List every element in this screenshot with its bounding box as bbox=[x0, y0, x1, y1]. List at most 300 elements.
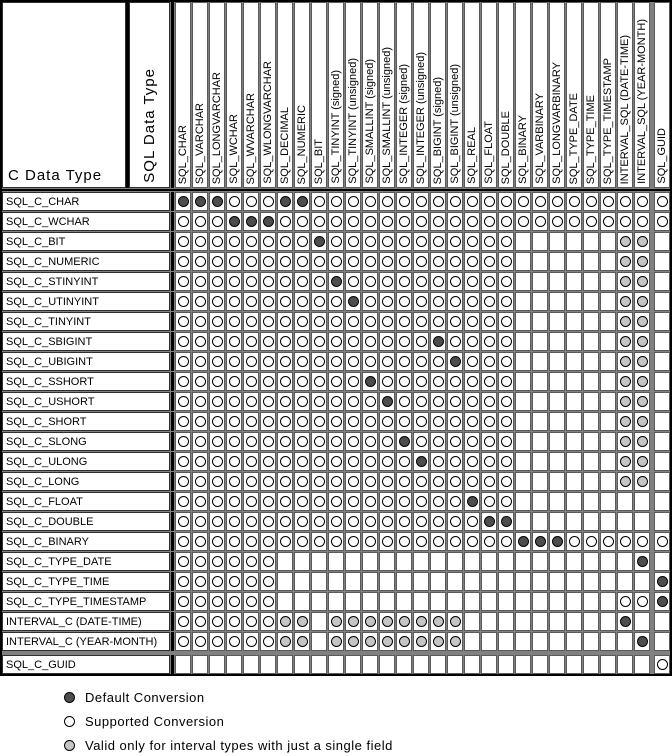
supported-conversion-dot bbox=[229, 296, 240, 307]
matrix-cell bbox=[209, 472, 225, 491]
matrix-cell bbox=[396, 312, 412, 331]
matrix-cell bbox=[481, 655, 497, 674]
matrix-cell bbox=[549, 532, 565, 551]
supported-conversion-dot bbox=[450, 216, 461, 227]
matrix-cell bbox=[311, 392, 327, 411]
supported-conversion-dot bbox=[263, 276, 274, 287]
matrix-cell bbox=[396, 232, 412, 251]
supported-conversion-dot bbox=[195, 276, 206, 287]
matrix-cell bbox=[328, 392, 344, 411]
matrix-cell bbox=[379, 432, 395, 451]
matrix-cell bbox=[226, 492, 242, 511]
matrix-cell bbox=[464, 352, 480, 371]
matrix-cell bbox=[243, 352, 259, 371]
column-header-label: SQL_TINYINT (unsigned) bbox=[346, 58, 359, 184]
matrix-cell bbox=[430, 452, 446, 471]
supported-conversion-dot bbox=[467, 256, 478, 267]
matrix-cell bbox=[243, 212, 259, 231]
matrix-cell bbox=[634, 492, 650, 511]
supported-conversion-dot bbox=[263, 556, 274, 567]
default-conversion-dot bbox=[382, 396, 393, 407]
matrix-cell bbox=[566, 532, 582, 551]
matrix-cell bbox=[481, 332, 497, 351]
matrix-cell bbox=[209, 612, 225, 631]
header-row bbox=[2, 2, 670, 188]
supported-conversion-dot bbox=[433, 196, 444, 207]
supported-conversion-dot bbox=[178, 216, 189, 227]
supported-conversion-dot bbox=[178, 496, 189, 507]
matrix-cell bbox=[277, 472, 293, 491]
interval-conversion-dot bbox=[382, 616, 393, 627]
matrix-cell bbox=[430, 592, 446, 611]
matrix-cell bbox=[345, 472, 361, 491]
matrix-cell bbox=[243, 272, 259, 291]
column-header bbox=[175, 2, 191, 188]
matrix-cell bbox=[566, 552, 582, 571]
matrix-cell bbox=[634, 552, 650, 571]
supported-conversion-dot bbox=[212, 416, 223, 427]
matrix-cell bbox=[430, 192, 446, 211]
matrix-cell bbox=[634, 532, 650, 551]
matrix-cell bbox=[328, 592, 344, 611]
matrix-cell bbox=[464, 332, 480, 351]
matrix-cell bbox=[379, 192, 395, 211]
row-label: INTERVAL_C (YEAR-MONTH) bbox=[2, 632, 170, 651]
supported-conversion-dot bbox=[484, 436, 495, 447]
matrix-cell bbox=[447, 432, 463, 451]
supported-conversion-dot bbox=[280, 396, 291, 407]
supported-conversion-dot bbox=[348, 396, 359, 407]
matrix-cell bbox=[447, 532, 463, 551]
matrix-cell bbox=[532, 632, 548, 651]
matrix-cell bbox=[226, 352, 242, 371]
supported-conversion-icon bbox=[64, 716, 75, 727]
matrix-cell bbox=[277, 432, 293, 451]
matrix-cell bbox=[583, 492, 599, 511]
column-header-label: SQL_DECIMAL bbox=[278, 106, 291, 184]
supported-conversion-dot bbox=[501, 276, 512, 287]
matrix-cell bbox=[192, 512, 208, 531]
row-label: SQL_C_SHORT bbox=[2, 412, 170, 431]
matrix-cell bbox=[498, 552, 514, 571]
matrix-cell bbox=[532, 452, 548, 471]
interval-conversion-dot bbox=[620, 476, 631, 487]
supported-conversion-dot bbox=[586, 536, 597, 547]
matrix-cell bbox=[532, 192, 548, 211]
matrix-cell bbox=[362, 452, 378, 471]
table-row bbox=[2, 512, 670, 531]
matrix-cell bbox=[498, 655, 514, 674]
column-header-label: SQL_LONGVARBINARY bbox=[550, 62, 563, 184]
matrix-cell bbox=[243, 452, 259, 471]
matrix-cell bbox=[260, 352, 276, 371]
supported-conversion-dot bbox=[229, 456, 240, 467]
supported-conversion-dot bbox=[467, 276, 478, 287]
row-axis-header bbox=[2, 2, 126, 188]
supported-conversion-dot bbox=[263, 436, 274, 447]
matrix-cell bbox=[498, 252, 514, 271]
matrix-cell bbox=[634, 655, 650, 674]
row-label: SQL_C_ULONG bbox=[2, 452, 170, 471]
matrix-cell bbox=[192, 655, 208, 674]
supported-conversion-dot bbox=[246, 416, 257, 427]
matrix-cell bbox=[175, 352, 191, 371]
interval-conversion-dot bbox=[450, 636, 461, 647]
supported-conversion-dot bbox=[246, 596, 257, 607]
matrix-cell bbox=[328, 655, 344, 674]
matrix-cell bbox=[498, 332, 514, 351]
supported-conversion-dot bbox=[263, 536, 274, 547]
matrix-cell bbox=[294, 432, 310, 451]
matrix-cell bbox=[583, 572, 599, 591]
matrix-cell bbox=[481, 592, 497, 611]
supported-conversion-dot bbox=[365, 216, 376, 227]
matrix-cell bbox=[362, 352, 378, 371]
matrix-cell bbox=[362, 192, 378, 211]
matrix-cell bbox=[175, 532, 191, 551]
matrix-cell bbox=[617, 552, 633, 571]
matrix-cell bbox=[447, 232, 463, 251]
interval-conversion-dot bbox=[365, 636, 376, 647]
interval-conversion-dot bbox=[620, 436, 631, 447]
matrix-cell bbox=[175, 252, 191, 271]
matrix-cell bbox=[243, 592, 259, 611]
matrix-cell bbox=[226, 432, 242, 451]
matrix-cell bbox=[311, 252, 327, 271]
matrix-cell bbox=[260, 252, 276, 271]
supported-conversion-dot bbox=[365, 496, 376, 507]
matrix-cell bbox=[311, 532, 327, 551]
interval-conversion-dot bbox=[637, 456, 648, 467]
supported-conversion-dot bbox=[467, 516, 478, 527]
supported-conversion-dot bbox=[484, 336, 495, 347]
matrix-cell bbox=[566, 232, 582, 251]
matrix-cell bbox=[532, 332, 548, 351]
table-row bbox=[2, 592, 670, 611]
supported-conversion-dot bbox=[382, 376, 393, 387]
matrix-cell bbox=[328, 292, 344, 311]
supported-conversion-dot bbox=[450, 516, 461, 527]
supported-conversion-dot bbox=[280, 296, 291, 307]
table-row bbox=[2, 272, 670, 291]
matrix-cell bbox=[447, 392, 463, 411]
matrix-cell bbox=[634, 632, 650, 651]
supported-conversion-dot bbox=[178, 576, 189, 587]
column-header bbox=[209, 2, 225, 188]
matrix-cell bbox=[654, 312, 670, 331]
supported-conversion-dot bbox=[212, 556, 223, 567]
supported-conversion-dot bbox=[229, 236, 240, 247]
row-label: SQL_C_CHAR bbox=[2, 192, 170, 211]
default-conversion-dot bbox=[518, 536, 529, 547]
supported-conversion-dot bbox=[382, 456, 393, 467]
matrix-cell bbox=[583, 292, 599, 311]
supported-conversion-dot bbox=[280, 416, 291, 427]
matrix-cell bbox=[413, 532, 429, 551]
supported-conversion-dot bbox=[229, 556, 240, 567]
supported-conversion-dot bbox=[263, 636, 274, 647]
supported-conversion-dot bbox=[416, 196, 427, 207]
supported-conversion-dot bbox=[416, 356, 427, 367]
column-header-label: SQL_TINYINT (signed) bbox=[329, 70, 342, 184]
matrix-cell bbox=[566, 632, 582, 651]
supported-conversion-dot bbox=[297, 316, 308, 327]
supported-conversion-dot bbox=[331, 236, 342, 247]
supported-conversion-dot bbox=[365, 296, 376, 307]
matrix-cell bbox=[345, 292, 361, 311]
matrix-cell bbox=[566, 312, 582, 331]
supported-conversion-dot bbox=[195, 496, 206, 507]
matrix-cell bbox=[260, 332, 276, 351]
matrix-cell bbox=[430, 512, 446, 531]
matrix-cell bbox=[532, 392, 548, 411]
supported-conversion-dot bbox=[246, 516, 257, 527]
matrix-cell bbox=[447, 632, 463, 651]
column-header bbox=[515, 2, 531, 188]
supported-conversion-dot bbox=[314, 276, 325, 287]
supported-conversion-dot bbox=[280, 376, 291, 387]
column-header-label: SQL_SMALLINT (unsigned) bbox=[380, 47, 393, 184]
supported-conversion-dot bbox=[535, 196, 546, 207]
label-column-divider bbox=[171, 512, 174, 531]
matrix-cell bbox=[447, 612, 463, 631]
default-conversion-dot bbox=[467, 496, 478, 507]
matrix-cell bbox=[532, 352, 548, 371]
matrix-cell bbox=[549, 632, 565, 651]
matrix-cell bbox=[532, 412, 548, 431]
supported-conversion-dot bbox=[348, 436, 359, 447]
header-bottom-border bbox=[2, 189, 670, 191]
matrix-cell bbox=[430, 632, 446, 651]
supported-conversion-dot bbox=[433, 316, 444, 327]
matrix-cell bbox=[192, 352, 208, 371]
matrix-cell bbox=[413, 292, 429, 311]
matrix-cell bbox=[634, 332, 650, 351]
supported-conversion-dot bbox=[433, 416, 444, 427]
label-column-divider bbox=[171, 232, 174, 251]
matrix-cell bbox=[192, 552, 208, 571]
supported-conversion-dot bbox=[501, 216, 512, 227]
matrix-cell bbox=[175, 512, 191, 531]
supported-conversion-dot bbox=[297, 276, 308, 287]
matrix-cell bbox=[654, 192, 670, 211]
supported-conversion-dot bbox=[246, 636, 257, 647]
matrix-cell bbox=[464, 572, 480, 591]
matrix-cell bbox=[277, 352, 293, 371]
matrix-cell bbox=[396, 392, 412, 411]
supported-conversion-dot bbox=[501, 456, 512, 467]
supported-conversion-dot bbox=[212, 336, 223, 347]
matrix-cell bbox=[260, 212, 276, 231]
supported-conversion-dot bbox=[501, 316, 512, 327]
matrix-cell bbox=[379, 655, 395, 674]
matrix-cell bbox=[243, 572, 259, 591]
matrix-cell bbox=[226, 272, 242, 291]
table-row bbox=[2, 392, 670, 411]
matrix-cell bbox=[192, 312, 208, 331]
supported-conversion-dot bbox=[212, 476, 223, 487]
interval-conversion-dot bbox=[450, 616, 461, 627]
matrix-cell bbox=[634, 452, 650, 471]
supported-conversion-dot bbox=[178, 396, 189, 407]
matrix-cell bbox=[549, 552, 565, 571]
supported-conversion-dot bbox=[280, 236, 291, 247]
column-header-label: SQL_REAL bbox=[465, 127, 478, 184]
matrix-cell bbox=[617, 572, 633, 591]
matrix-cell bbox=[532, 572, 548, 591]
matrix-cell bbox=[277, 232, 293, 251]
matrix-cell bbox=[654, 212, 670, 231]
supported-conversion-dot bbox=[178, 436, 189, 447]
matrix-cell bbox=[654, 632, 670, 651]
supported-conversion-dot bbox=[212, 316, 223, 327]
supported-conversion-dot bbox=[399, 336, 410, 347]
interval-conversion-dot bbox=[620, 236, 631, 247]
supported-conversion-dot bbox=[348, 496, 359, 507]
matrix-cell bbox=[243, 472, 259, 491]
supported-conversion-dot bbox=[229, 476, 240, 487]
supported-conversion-dot bbox=[212, 516, 223, 527]
supported-conversion-dot bbox=[382, 416, 393, 427]
matrix-cell bbox=[192, 412, 208, 431]
column-header-label: SQL_GUID bbox=[655, 128, 668, 184]
supported-conversion-dot bbox=[382, 316, 393, 327]
interval-conversion-dot bbox=[637, 356, 648, 367]
matrix-cell bbox=[192, 372, 208, 391]
matrix-cell bbox=[515, 655, 531, 674]
matrix-cell bbox=[328, 312, 344, 331]
supported-conversion-dot bbox=[484, 256, 495, 267]
supported-conversion-dot bbox=[484, 296, 495, 307]
supported-conversion-dot bbox=[195, 236, 206, 247]
column-header bbox=[345, 2, 361, 188]
supported-conversion-dot bbox=[280, 476, 291, 487]
matrix-cell bbox=[345, 332, 361, 351]
label-column-divider bbox=[171, 492, 174, 511]
interval-conversion-dot bbox=[637, 236, 648, 247]
matrix-cell bbox=[379, 632, 395, 651]
matrix-cell bbox=[311, 412, 327, 431]
matrix-cell bbox=[277, 312, 293, 331]
matrix-cell bbox=[549, 312, 565, 331]
column-header bbox=[328, 2, 344, 188]
supported-conversion-dot bbox=[433, 356, 444, 367]
supported-conversion-dot bbox=[552, 196, 563, 207]
interval-conversion-dot bbox=[620, 296, 631, 307]
supported-conversion-dot bbox=[416, 496, 427, 507]
matrix-cell bbox=[294, 272, 310, 291]
supported-conversion-dot bbox=[657, 196, 668, 207]
matrix-cell bbox=[311, 272, 327, 291]
matrix-cell bbox=[566, 592, 582, 611]
matrix-cell bbox=[362, 292, 378, 311]
supported-conversion-dot bbox=[433, 496, 444, 507]
matrix-cell bbox=[481, 272, 497, 291]
interval-conversion-dot bbox=[399, 636, 410, 647]
matrix-cell bbox=[192, 272, 208, 291]
matrix-cell bbox=[583, 592, 599, 611]
supported-conversion-dot bbox=[246, 536, 257, 547]
column-header bbox=[481, 2, 497, 188]
matrix-cell bbox=[430, 372, 446, 391]
matrix-cell bbox=[311, 352, 327, 371]
matrix-cell bbox=[243, 512, 259, 531]
matrix-cell bbox=[345, 412, 361, 431]
matrix-cell bbox=[481, 192, 497, 211]
matrix-cell bbox=[379, 332, 395, 351]
supported-conversion-dot bbox=[229, 256, 240, 267]
matrix-cell bbox=[600, 192, 616, 211]
supported-conversion-dot bbox=[484, 216, 495, 227]
matrix-cell bbox=[345, 432, 361, 451]
default-conversion-dot bbox=[620, 616, 631, 627]
supported-conversion-dot bbox=[365, 436, 376, 447]
supported-conversion-dot bbox=[314, 476, 325, 487]
matrix-cell bbox=[413, 472, 429, 491]
matrix-cell bbox=[328, 232, 344, 251]
supported-conversion-dot bbox=[280, 496, 291, 507]
matrix-cell bbox=[311, 232, 327, 251]
matrix-cell bbox=[345, 492, 361, 511]
matrix-cell bbox=[617, 292, 633, 311]
supported-conversion-dot bbox=[484, 536, 495, 547]
matrix-cell bbox=[566, 252, 582, 271]
supported-conversion-dot bbox=[178, 536, 189, 547]
matrix-cell bbox=[396, 272, 412, 291]
supported-conversion-dot bbox=[484, 356, 495, 367]
default-conversion-dot bbox=[637, 636, 648, 647]
supported-conversion-dot bbox=[331, 516, 342, 527]
matrix-cell bbox=[226, 312, 242, 331]
matrix-cell bbox=[192, 492, 208, 511]
default-conversion-dot bbox=[450, 356, 461, 367]
label-column-divider bbox=[171, 632, 174, 651]
supported-conversion-dot bbox=[178, 616, 189, 627]
row-label: SQL_C_TYPE_DATE bbox=[2, 552, 170, 571]
matrix-cell bbox=[600, 232, 616, 251]
supported-conversion-dot bbox=[348, 196, 359, 207]
column-header-label: SQL_VARBINARY bbox=[533, 93, 546, 184]
supported-conversion-dot bbox=[195, 296, 206, 307]
matrix-cell bbox=[379, 292, 395, 311]
interval-conversion-dot bbox=[620, 276, 631, 287]
matrix-cell bbox=[515, 312, 531, 331]
matrix-cell bbox=[260, 232, 276, 251]
matrix-cell bbox=[362, 552, 378, 571]
matrix-cell bbox=[311, 432, 327, 451]
supported-conversion-dot bbox=[365, 196, 376, 207]
matrix-cell bbox=[243, 412, 259, 431]
matrix-cell bbox=[311, 612, 327, 631]
supported-conversion-dot bbox=[263, 476, 274, 487]
label-column-divider bbox=[171, 392, 174, 411]
matrix-cell bbox=[209, 512, 225, 531]
matrix-cell bbox=[532, 432, 548, 451]
supported-conversion-dot bbox=[365, 396, 376, 407]
matrix-cell bbox=[583, 192, 599, 211]
matrix-cell bbox=[583, 352, 599, 371]
label-column-divider bbox=[171, 592, 174, 611]
column-header bbox=[634, 2, 650, 188]
row-label: SQL_C_UTINYINT bbox=[2, 292, 170, 311]
matrix-cell bbox=[260, 592, 276, 611]
supported-conversion-dot bbox=[195, 256, 206, 267]
column-header-label: SQL_WLONGVARCHAR bbox=[261, 61, 274, 184]
supported-conversion-dot bbox=[178, 316, 189, 327]
supported-conversion-dot bbox=[348, 376, 359, 387]
matrix-cell bbox=[549, 492, 565, 511]
supported-conversion-dot bbox=[229, 516, 240, 527]
